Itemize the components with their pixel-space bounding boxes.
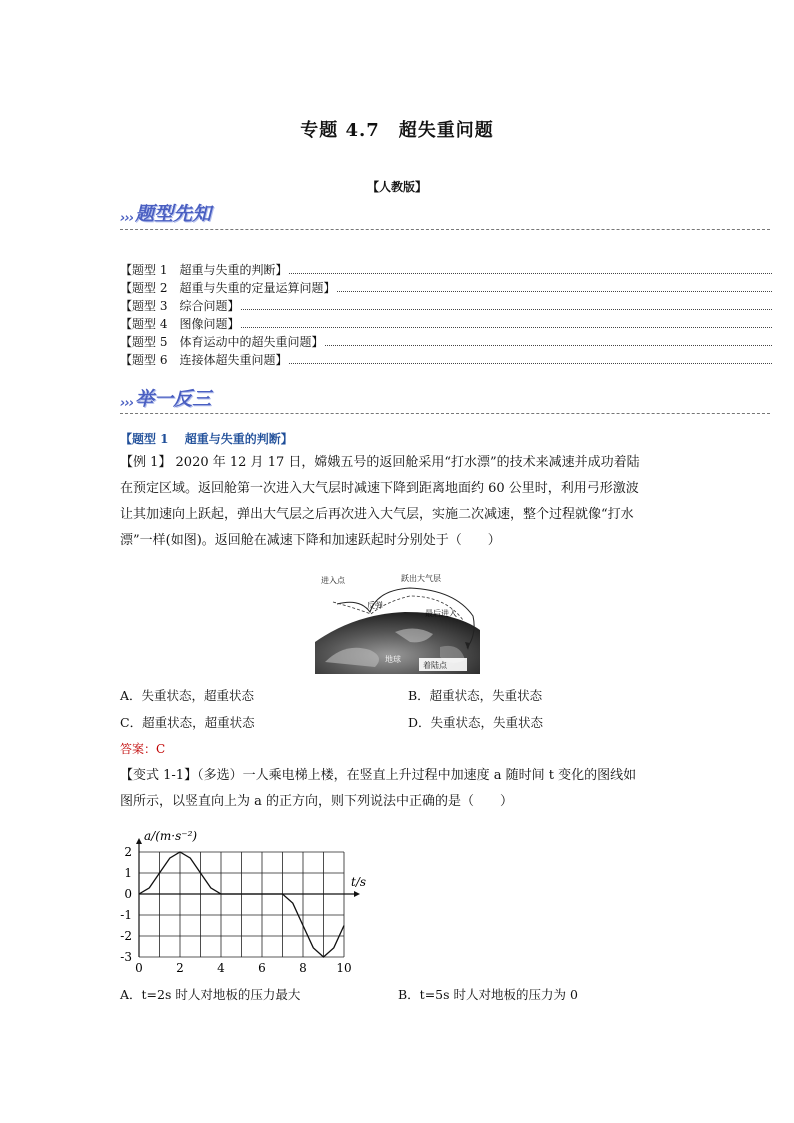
example-1-text [120, 450, 680, 554]
table-of-contents [120, 260, 774, 368]
acceleration-graph [117, 826, 377, 985]
divider [120, 229, 770, 230]
text-line: 图所示，以竖直向上为 a 的正方向，则下列说法中正确的是（ ） [120, 794, 514, 809]
figure-label-bounce: 反弹 [367, 601, 383, 610]
x-tick-label: 2 [176, 961, 184, 975]
section-heading: 【题型 1 超重与失重的判断】 [120, 432, 293, 446]
divider [120, 413, 770, 414]
text-line: 让其加速向上跃起，弹出大气层之后再次进入大气层，实施二次减速，整个过程就像“打水 [120, 507, 634, 522]
section-banner-preview [120, 200, 211, 226]
toc-item[interactable]: 【题型 2 超重与失重的定量运算问题】 [120, 278, 774, 296]
x-tick-label: 10 [336, 961, 352, 975]
x-tick-label: 0 [135, 961, 143, 975]
banner-title: 举一反三 [135, 388, 212, 410]
banner-title: 题型先知 [135, 203, 212, 225]
figure-label-landing: 着陆点 [423, 661, 447, 670]
y-axis-label: a/(m·s⁻²) [144, 829, 198, 843]
y-tick-label: -2 [120, 929, 132, 943]
y-tick-label: 0 [124, 887, 132, 901]
acceleration-chart [117, 826, 377, 981]
y-axis-arrow-icon [136, 838, 142, 844]
page-title: 专题 4.7 超失重问题 [300, 120, 494, 141]
text-line: 【变式 1-1】（多选）一人乘电梯上楼，在竖直上升过程中加速度 a 随时间 t 变化的图线如 [120, 768, 637, 783]
earth-trajectory-image [315, 572, 480, 674]
section-banner-examples [120, 385, 211, 411]
toc-item[interactable]: 【题型 1 超重与失重的判断】 [120, 260, 774, 278]
trajectory-figure [315, 572, 480, 678]
figure-label-earth: 地球 [385, 655, 401, 664]
option-b[interactable]: B．超重状态，失重状态 [408, 688, 543, 703]
x-axis-label: t/s [351, 875, 367, 889]
y-tick-label: -1 [120, 908, 132, 922]
variant-option-b[interactable]: B．t=5s 时人对地板的压力为 0 [398, 987, 578, 1002]
x-axis-arrow-icon [354, 891, 360, 897]
toc-item[interactable]: 【题型 6 连接体超失重问题】 [120, 350, 774, 368]
figure-label-exit: 跃出大气层 [401, 574, 441, 583]
text-line: 在预定区域。返回舱第一次进入大气层时减速下降到距离地面约 60 公里时，利用弓形激波 [120, 481, 639, 496]
y-tick-label: 1 [124, 866, 132, 880]
variant-1-1-text [120, 763, 680, 815]
option-a[interactable]: A．失重状态，超重状态 [120, 688, 255, 703]
text-line: 漂”一样(如图)。返回舱在减速下降和加速跃起时分别处于（ ） [120, 533, 501, 548]
y-tick-label: 2 [124, 845, 132, 859]
figure-label-entry: 进入点 [321, 576, 345, 585]
figure-label-final: 最后进入 [425, 609, 457, 618]
x-tick-label: 4 [217, 961, 225, 975]
y-tick-label: -3 [120, 950, 132, 964]
answer-text: 答案：C [120, 742, 166, 756]
toc-item[interactable]: 【题型 4 图像问题】 [120, 314, 774, 332]
variant-option-a[interactable]: A．t=2s 时人对地板的压力最大 [120, 987, 301, 1002]
toc-item[interactable]: 【题型 5 体育运动中的超失重问题】 [120, 332, 774, 350]
x-tick-label: 6 [258, 961, 266, 975]
banner-arrows-icon: ››› [120, 396, 134, 411]
banner-arrows-icon: ››› [120, 211, 134, 226]
toc-item[interactable]: 【题型 3 综合问题】 [120, 296, 774, 314]
option-c[interactable]: C．超重状态，超重状态 [120, 715, 255, 730]
x-tick-label: 8 [299, 961, 307, 975]
option-d[interactable]: D．失重状态，失重状态 [408, 715, 544, 730]
text-line: 【例 1】 2020 年 12 月 17 日，嫦娥五号的返回舱采用“打水漂”的技术来减速并成功着陆 [120, 455, 640, 470]
edition-label: 【人教版】 [366, 180, 427, 194]
